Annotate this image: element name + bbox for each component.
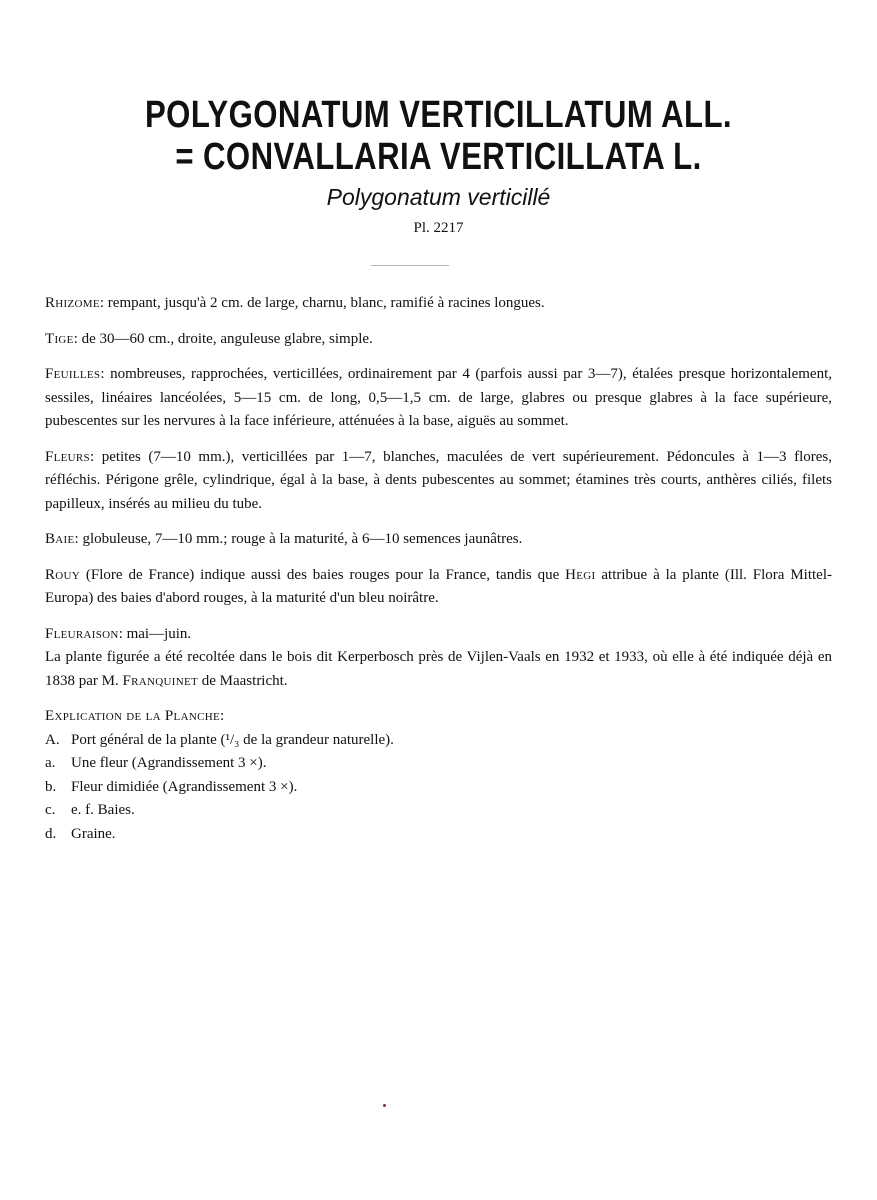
list-item-text: Port général de la plante (¹/₃ de la grandeur naturelle).: [71, 731, 394, 748]
rouy-name: Rouy: [45, 566, 81, 583]
list-item-key: b.: [45, 778, 57, 795]
feuilles-text: : nombreuses, rapprochées, verticillées, ordinairement par 4 (parfois aussi par 3—7), étalées presque horizontalement, sessiles, linéaires lancéolées, 5—15 cm. de long, 0,5—1,5 cm. de large, glabres ou presque glabres à la face supérieure, pubescentes sur les nervures à la face inférieure, atténuées à la base, aiguës au sommet.: [45, 366, 832, 429]
rhizome-text: : rempant, jusqu'à 2 cm. de large, charnu, blanc, ramifié à racines longues.: [99, 295, 545, 311]
explication-list: [45, 729, 832, 847]
explication-colon: :: [219, 708, 225, 724]
list-item: [45, 776, 832, 800]
ink-speck: [383, 1104, 386, 1107]
common-name: Polygonatum verticillé: [326, 184, 551, 210]
baie-text: : globuleuse, 7—10 mm.; rouge à la maturité, à 6—10 semences jaunâtres.: [74, 531, 523, 547]
title-line-2: = CONVALLARIA VERTICILLATA L.: [175, 136, 702, 178]
list-item-text: e. f. Baies.: [71, 802, 135, 818]
tige-text: : de 30—60 cm., droite, anguleuse glabre, simple.: [73, 330, 373, 347]
baie-label: Baie: [45, 531, 75, 547]
rouy-text-1: (Flore de France) indique aussi des baies rouges pour la France, tandis que: [80, 566, 566, 583]
list-item-key: a.: [45, 755, 56, 771]
list-item: [45, 799, 832, 823]
feuilles-paragraph: [45, 363, 832, 434]
list-item: [45, 823, 832, 847]
plate-number: Pl. 2217: [413, 220, 464, 236]
rhizome-label: Rhizome: [45, 295, 100, 311]
list-item: [45, 752, 832, 776]
recolte-text-1: La plante figurée a été recoltée dans le bois dit Kerperbosch près de Vijlen-Vaals en 1932 et 1933, où elle à été indiquée déjà en 1838 par M.: [45, 649, 832, 689]
floraison-paragraph: [45, 623, 832, 647]
floraison-text: : mai—juin.: [118, 625, 192, 642]
baie-paragraph: [45, 528, 832, 552]
recolte-paragraph: [45, 646, 832, 693]
list-item-text: Une fleur (Agrandissement 3 ×).: [71, 755, 267, 771]
feuilles-label: Feuilles: [45, 366, 101, 382]
explication-heading-text: Explication de la Planche: [45, 708, 220, 724]
title-line-1: POLYGONATUM VERTICILLATUM ALL.: [144, 94, 732, 136]
list-item-key: c.: [45, 802, 56, 818]
rouy-paragraph: [45, 564, 832, 611]
franquinet-name: Franquinet: [122, 672, 198, 689]
fleurs-label: Fleurs: [45, 448, 90, 465]
recolte-text-2: de Maastricht.: [198, 672, 288, 689]
list-item: [45, 729, 832, 753]
description-body: [45, 292, 832, 846]
hegi-name: Hegi: [565, 566, 596, 583]
explication-heading: [45, 705, 832, 729]
tige-paragraph: [45, 328, 832, 352]
divider: [371, 265, 449, 266]
list-item-key: d.: [45, 825, 57, 842]
rouy-text-2: attribue à la plante (Ill. Flora Mittel-Europa) des baies d'abord rouges, à la maturité d'un bleu noirâtre.: [45, 566, 832, 606]
rhizome-paragraph: [45, 292, 832, 316]
tige-label: Tige: [45, 330, 74, 347]
list-item-text: Fleur dimidiée (Agrandissement 3 ×).: [71, 778, 298, 795]
list-item-text: Graine.: [71, 825, 116, 842]
floraison-label: Fleuraison: [45, 625, 119, 642]
fleurs-text: : petites (7—10 mm.), verticillées par 1—7, blanches, maculées de vert supérieurement. Pédoncules à 1—3 flores, réfléchis. Périgone grêle, cylindrique, égal à la base, à dents pubescentes au sommet; étamines très courts, anthères ciliés, filets papilleux, insérés au milieu du tube.: [45, 448, 832, 512]
list-item-key: A.: [45, 731, 60, 748]
fleurs-paragraph: [45, 446, 832, 517]
